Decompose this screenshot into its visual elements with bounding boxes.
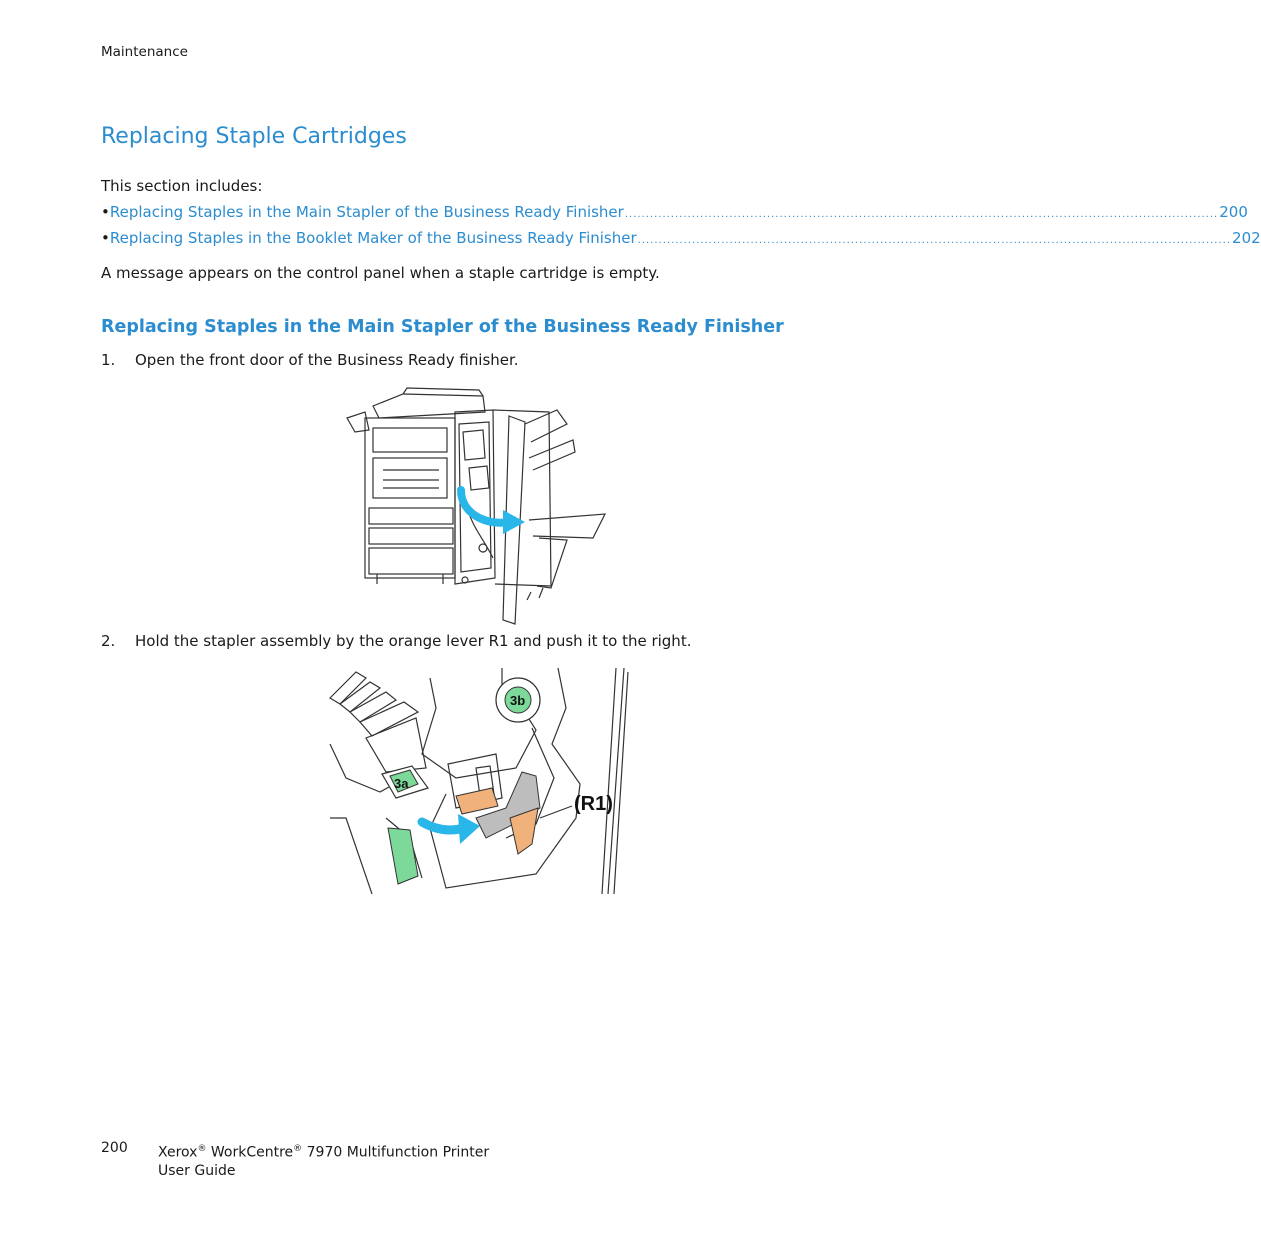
step-2 [101, 632, 691, 650]
tag-3b: 3b [510, 693, 526, 708]
step-number: 1. [101, 351, 116, 369]
registered-mark: ® [293, 1144, 303, 1154]
footer-product: WorkCentre [210, 1144, 294, 1161]
page-title: Replacing Staple Cartridges [101, 124, 407, 149]
tag-3a: 3a [394, 776, 409, 791]
bullet: • [101, 229, 110, 247]
printer-open-door-illustration [343, 388, 608, 628]
toc-link-booklet-maker[interactable]: Replacing Staples in the Booklet Maker of the Business Ready Finisher [109, 229, 637, 247]
toc-item[interactable] [101, 229, 1261, 247]
step-text: Hold the stapler assembly by the orange lever R1 and push it to the right. [135, 632, 692, 650]
footer-product-line [158, 1140, 489, 1162]
toc-leader: .............................................................................................................................................. [624, 209, 1219, 220]
running-header: Maintenance [101, 44, 188, 60]
registered-mark: ® [197, 1144, 207, 1154]
intro-text: This section includes: [101, 177, 263, 195]
toc-leader: .............................................................................................................................................. [637, 235, 1232, 246]
footer-brand: Xerox [158, 1144, 198, 1161]
footer-doc-type: User Guide [158, 1162, 236, 1179]
section-heading: Replacing Staples in the Main Stapler of the Business Ready Finisher [101, 317, 784, 337]
step-1 [101, 351, 519, 369]
step-number: 2. [101, 632, 116, 650]
empty-cartridge-note: A message appears on the control panel when a staple cartridge is empty. [101, 264, 660, 282]
toc-page-number[interactable]: 202 [1232, 229, 1261, 247]
footer-document-title [158, 1140, 489, 1180]
step-text: Open the front door of the Business Ready finisher. [135, 351, 519, 369]
toc-item[interactable] [101, 203, 1248, 221]
stapler-assembly-illustration [326, 668, 628, 894]
footer-page-number: 200 [101, 1140, 128, 1156]
bullet: • [101, 203, 110, 221]
toc-page-number[interactable]: 200 [1219, 203, 1248, 221]
lever-label-r1: (R1) [574, 793, 613, 815]
footer-model: 7970 Multifunction Printer [306, 1144, 490, 1161]
toc-link-main-stapler[interactable]: Replacing Staples in the Main Stapler of the Business Ready Finisher [109, 203, 624, 221]
